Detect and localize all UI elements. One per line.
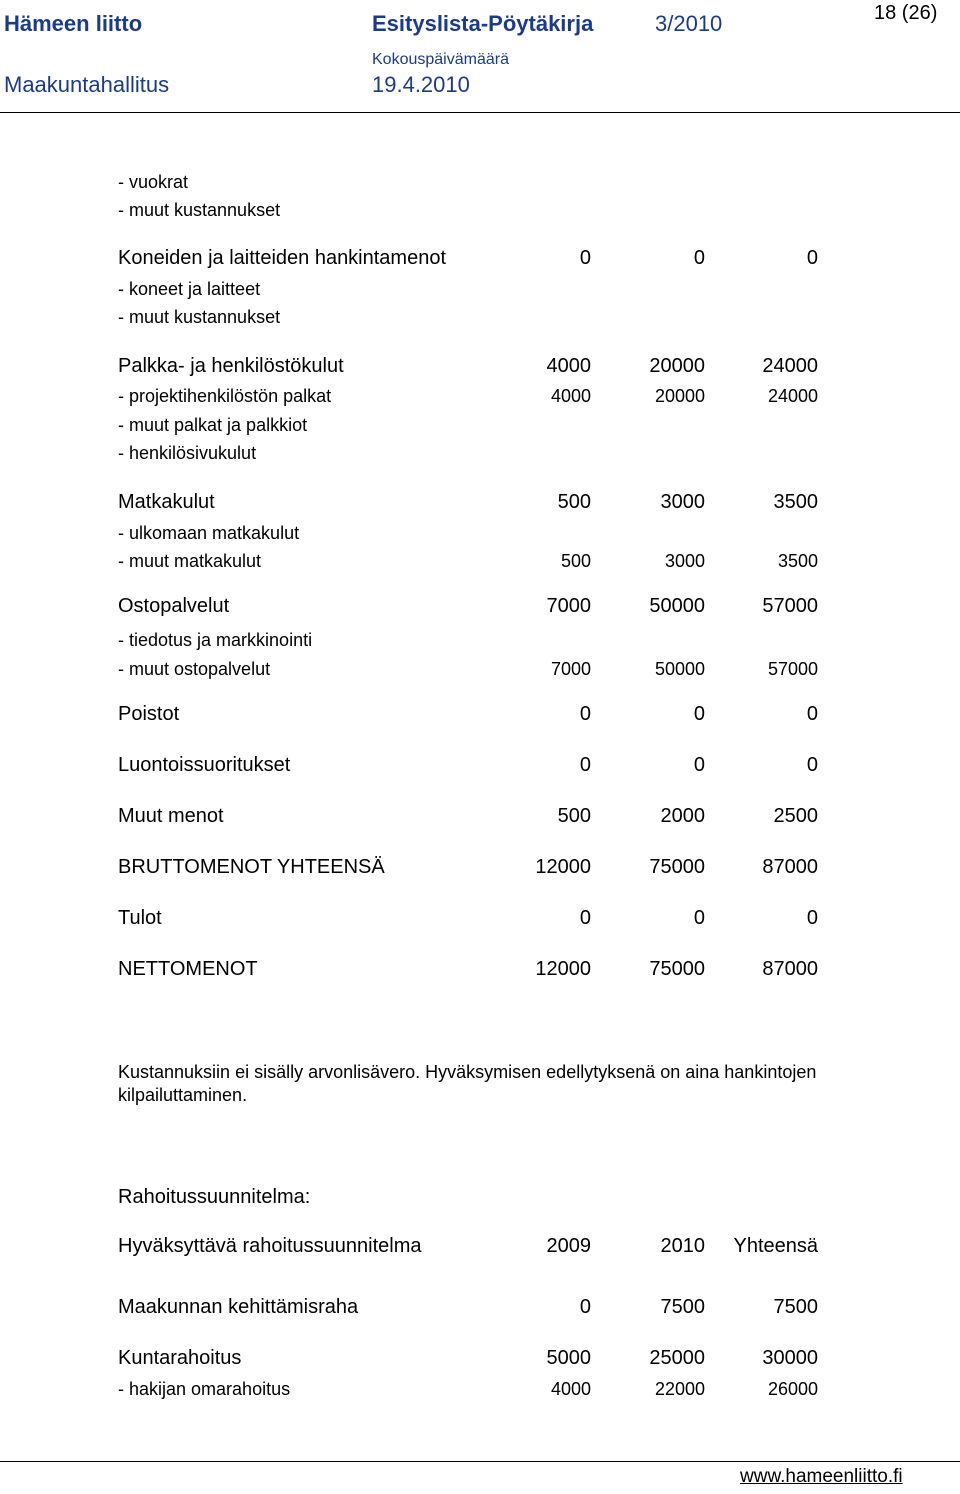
budget-row: Koneiden ja laitteiden hankintamenot 0 0 0 xyxy=(118,247,818,269)
doc-number: 3/2010 xyxy=(655,11,723,36)
financing-title: Rahoitussuunnitelma: xyxy=(118,1186,311,1208)
budget-row: Muut menot 500 2000 2500 xyxy=(118,805,818,827)
website-link[interactable]: www.hameenliitto.fi xyxy=(740,1466,903,1487)
header-rule xyxy=(0,112,960,113)
budget-row: NETTOMENOT 12000 75000 87000 xyxy=(118,958,818,980)
budget-row: - projektihenkilöstön palkat 4000 20000 24000 xyxy=(118,386,818,406)
budget-row: - muut kustannukset xyxy=(118,307,281,327)
meeting-date: 19.4.2010 xyxy=(372,72,470,97)
budget-row: BRUTTOMENOT YHTEENSÄ 12000 75000 87000 xyxy=(118,856,818,878)
financing-row: Maakunnan kehittämisraha 0 7500 7500 xyxy=(118,1296,818,1318)
vat-note: Kustannuksiin ei sisälly arvonlisävero. Hyväksymisen edellytyksenä on aina hankintojen kilpailuttaminen. xyxy=(118,1062,817,1105)
governing-body: Maakuntahallitus xyxy=(4,72,170,97)
budget-row: Ostopalvelut 7000 50000 57000 xyxy=(118,595,818,617)
budget-row: - vuokrat xyxy=(118,172,189,192)
financing-row: Hyväksyttävä rahoitussuunnitelma 2009 2010 Yhteensä xyxy=(118,1235,818,1257)
budget-row: - tiedotus ja markkinointi xyxy=(118,630,313,650)
budget-row: - ulkomaan matkakulut xyxy=(118,523,300,543)
budget-row: Luontoissuoritukset 0 0 0 xyxy=(118,754,818,776)
org-name: Hämeen liitto xyxy=(4,11,143,36)
budget-row: - henkilösivukulut xyxy=(118,443,257,463)
budget-row: Matkakulut 500 3000 3500 xyxy=(118,491,818,513)
budget-row: - koneet ja laitteet xyxy=(118,279,261,299)
budget-row: Palkka- ja henkilöstökulut 4000 20000 24000 xyxy=(118,355,818,377)
budget-row: - muut ostopalvelut 7000 50000 57000 xyxy=(118,659,818,679)
page-number: 18 (26) xyxy=(874,2,938,24)
budget-row: - muut kustannukset xyxy=(118,200,281,220)
budget-row: - muut palkat ja palkkiot xyxy=(118,415,308,435)
doc-type: Esityslista-Pöytäkirja xyxy=(372,11,594,36)
budget-row: Tulot 0 0 0 xyxy=(118,907,818,929)
budget-row: Poistot 0 0 0 xyxy=(118,703,818,725)
footer-rule xyxy=(0,1461,960,1462)
financing-row: - hakijan omarahoitus 4000 22000 26000 xyxy=(118,1379,818,1399)
meeting-date-label: Kokouspäivämäärä xyxy=(372,51,509,68)
financing-row: Kuntarahoitus 5000 25000 30000 xyxy=(118,1347,818,1369)
budget-row: - muut matkakulut 500 3000 3500 xyxy=(118,551,818,571)
